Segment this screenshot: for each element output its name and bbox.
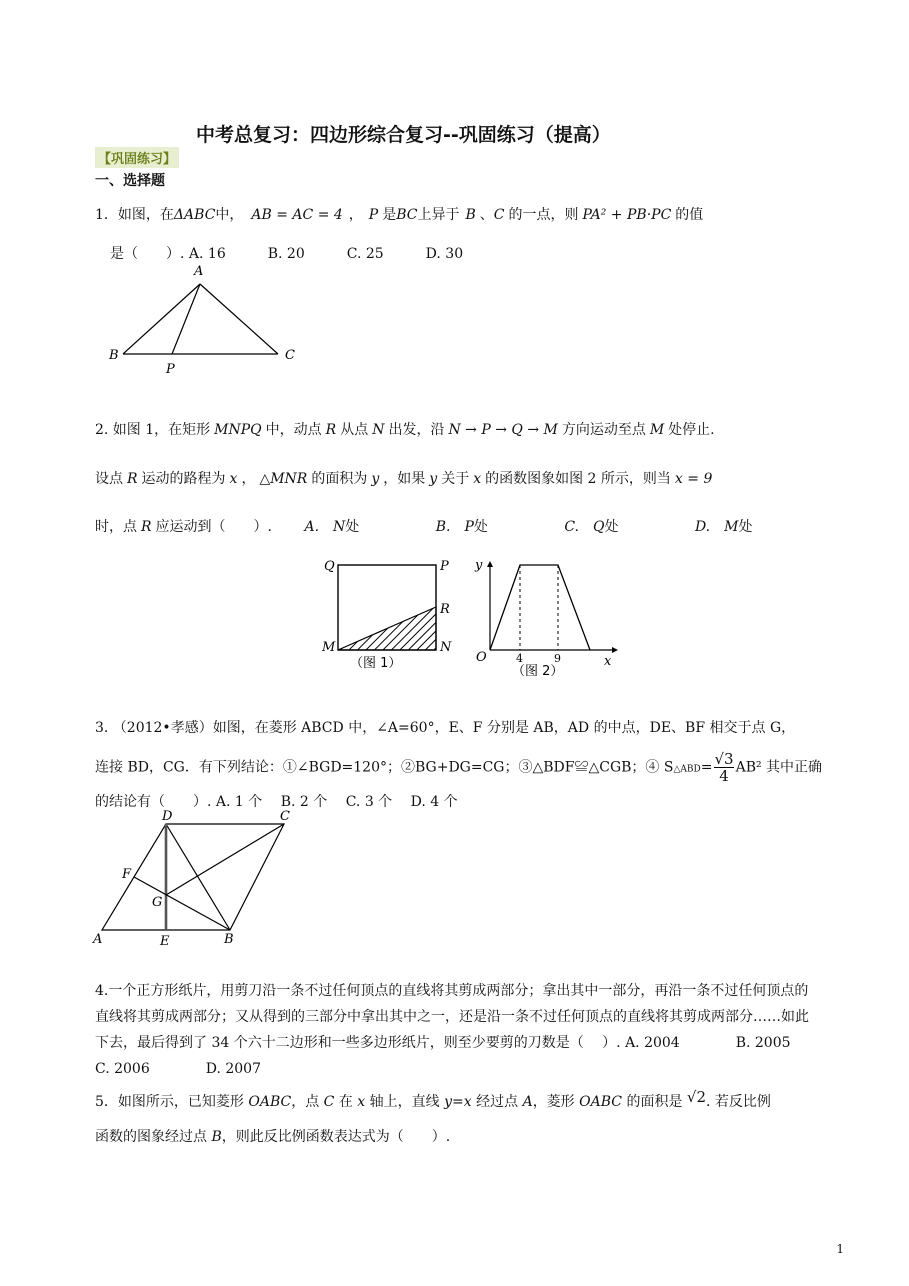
q5-text: ，则此反比例函数表达式为（ ）.	[221, 1129, 451, 1145]
q3-text: =	[700, 759, 713, 776]
q2-text: ，	[241, 471, 256, 487]
q2-text: 处	[604, 519, 619, 535]
q5-b: B	[211, 1129, 222, 1145]
q5-text: ，菱形	[532, 1094, 580, 1110]
q3-label-e: E	[160, 934, 170, 949]
q1-text: 是	[382, 207, 397, 223]
q1-segment-ap	[172, 284, 200, 354]
q3-label-b: B	[224, 932, 234, 947]
q1-text: 的一点，则	[508, 207, 579, 223]
q2-text: 方向运动至点	[561, 422, 646, 438]
q5-text: 函数的图象经过点	[95, 1129, 212, 1145]
q5-sqrt2: √2	[686, 1088, 707, 1106]
q2-function-graph	[490, 565, 590, 650]
q5-yx: y=x	[444, 1094, 472, 1110]
q3-line2	[95, 751, 822, 784]
q1-p: P	[368, 207, 379, 223]
q1-figure	[100, 258, 320, 378]
q2-text: 出发，沿	[388, 422, 445, 438]
q2-label-r: R	[440, 602, 450, 617]
q2-text: 2. 如图 1，在矩形	[95, 422, 211, 438]
q5-text: 经过点	[471, 1094, 523, 1110]
q2-text: 运动的路程为	[141, 471, 226, 487]
q2-r: R	[141, 519, 152, 535]
q2-option-d: D.	[694, 519, 711, 535]
q1-side-ab	[123, 284, 200, 354]
q2-text: 处	[473, 519, 488, 535]
q2-tick-4: 4	[516, 652, 523, 665]
q5-line1	[95, 1088, 771, 1111]
q1-bc: BC	[396, 207, 418, 223]
q2-fig2-caption: （图 2）	[512, 664, 564, 679]
q5-text: ，点	[291, 1094, 324, 1110]
q1-label-p: P	[166, 362, 175, 377]
q2-option-a-value: N	[333, 519, 346, 535]
q2-text: 处	[345, 519, 360, 535]
q2-text: 设点	[95, 471, 123, 487]
q1-label-b: B	[109, 348, 119, 363]
q5-text: 轴上，直线	[365, 1094, 445, 1110]
page-title: 中考总复习：四边形综合复习--巩固练习（提高）	[196, 124, 611, 146]
q2-x-arrow	[612, 647, 618, 653]
q2-n: N	[372, 422, 385, 438]
q2-origin-label: O	[476, 650, 487, 665]
q2-x: x	[229, 471, 238, 487]
q5-text: 5．如图所示，已知菱形	[95, 1094, 249, 1110]
q2-text: 关于	[441, 471, 470, 487]
q1-text: 、	[479, 207, 494, 223]
page-number: 1	[836, 1242, 844, 1256]
q2-label-p: P	[440, 559, 449, 574]
q2-option-c: C.	[564, 519, 580, 535]
q5-oabc: OABC	[579, 1094, 622, 1110]
q2-text: 中，动点	[265, 422, 322, 438]
q5-c: C	[323, 1094, 335, 1110]
q2-option-d-value: M	[724, 519, 739, 535]
q3-figure	[90, 806, 300, 951]
q5-line2	[95, 1126, 450, 1146]
q5-a: A	[522, 1094, 533, 1110]
q2-figure-1	[316, 555, 466, 680]
q5-x: x	[357, 1094, 366, 1110]
q4-text: 4.一个正方形纸片，用剪刀沿一条不过任何顶点的直线将其剪成两部分；拿出其中一部分，再沿一条不过任何顶点的直线将其剪成两部分；又从得到的三部分中拿出其中之一，还是沿一条不过任何顶点的直线将其剪成两部分……如此下去，最后得到了 34 个六十二边形和一些多边形纸片，则至少要剪的刀数是（ ）. A. 2004 B. 2005 C. 2006 D. 2007	[95, 983, 847, 1077]
q1-c: C	[493, 207, 505, 223]
q5-text: 的面积是	[622, 1094, 687, 1110]
q2-rect-name: MNPQ	[214, 422, 262, 438]
q3-line3: 的结论有（ ）. A. 1 个 B. 2 个 C. 3 个 D. 4 个	[95, 794, 458, 810]
q2-triangle: △MNR	[259, 471, 308, 487]
q2-y: y	[371, 471, 380, 487]
q3-text: 连接 BD，CG．有下列结论：①∠BGD=120°；②BG+DG=CG；③△BDF≌△CGB；④ S	[95, 759, 674, 776]
q2-text: 从点	[340, 422, 369, 438]
q2-text: 处停止.	[668, 422, 715, 438]
q5-text: . 若反比例	[706, 1094, 771, 1110]
q2-line2	[95, 468, 712, 488]
q2-text: 时，点	[95, 519, 137, 535]
q1-equation: AB = AC = 4	[251, 207, 343, 223]
q2-axis-y-label: y	[475, 558, 483, 573]
q2-option-b-value: P	[464, 519, 474, 535]
q2-text: 处	[738, 519, 753, 535]
q2-m: M	[649, 422, 665, 438]
q1-b: B	[465, 207, 476, 223]
q1-text: 中，	[215, 207, 244, 223]
q2-x: x	[473, 471, 482, 487]
q2-y-arrow	[487, 561, 493, 567]
q2-option-a: A.	[304, 519, 320, 535]
q2-text: 的面积为	[311, 471, 368, 487]
q2-figure-2	[472, 555, 622, 680]
q3-text: AB² 其中正确	[735, 759, 823, 776]
q3-subscript: △ABD	[673, 764, 701, 775]
q1-text: 的值	[675, 207, 704, 223]
q2-label-n: N	[440, 640, 452, 655]
section-tag: 【巩固练习】	[95, 147, 179, 168]
q1-text: ，	[348, 207, 363, 223]
q1-label-c: C	[285, 348, 295, 363]
q1-text: 上异于	[417, 207, 460, 223]
q3-label-f: F	[122, 867, 132, 882]
q2-label-m: M	[322, 640, 336, 655]
q3-frac-numerator: √3	[714, 750, 734, 768]
q2-x9: x = 9	[674, 471, 713, 487]
q2-option-b: B.	[435, 519, 451, 535]
q3-line1: 3. （2012•孝感）如图，在菱形 ABCD 中，∠A=60°，E、F 分别是 AB，AD 的中点，DE、BF 相交于点 G，	[95, 720, 796, 736]
q2-r: R	[127, 471, 138, 487]
section-heading: 一、选择题	[95, 173, 165, 189]
q2-line3	[95, 516, 752, 536]
q2-shaded-triangle	[338, 607, 436, 650]
q2-option-c-value: Q	[593, 519, 605, 535]
q2-text: ，如果	[383, 471, 426, 487]
q3-diagonal-bd	[166, 824, 230, 930]
q3-label-a: A	[93, 932, 103, 947]
q2-path: N → P → Q → M	[448, 422, 558, 438]
q2-axis-x-label: x	[604, 654, 612, 669]
q3-label-d: D	[162, 809, 173, 824]
q5-oabc: OABC	[248, 1094, 292, 1110]
q1-text: 1．如图，在	[95, 207, 174, 223]
q2-r: R	[325, 422, 337, 438]
q1-line2: 是（ ）. A. 16 B. 20 C. 25 D. 30	[110, 246, 464, 262]
q5-text: 在	[334, 1094, 358, 1110]
q2-text: 的函数图象如图 2 所示，则当	[485, 471, 671, 487]
q2-y: y	[429, 471, 438, 487]
q2-text: 应运动到（ ）.	[155, 519, 272, 535]
q2-tick-9: 9	[554, 652, 561, 665]
q1-label-a: A	[194, 264, 204, 279]
q3-label-c: C	[280, 809, 290, 824]
q1-triangle: ΔABC	[173, 207, 216, 223]
q2-line1	[95, 419, 715, 439]
q2-fig1-caption: （图 1）	[350, 656, 402, 671]
q3-label-g: G	[152, 895, 163, 910]
q1-line1	[95, 204, 703, 224]
q1-expression: PA² + PB·PC	[582, 207, 672, 223]
q2-label-q: Q	[324, 559, 335, 574]
q1-side-ac	[200, 284, 278, 354]
q3-fraction	[714, 751, 733, 784]
q3-frac-denominator: 4	[719, 767, 729, 785]
